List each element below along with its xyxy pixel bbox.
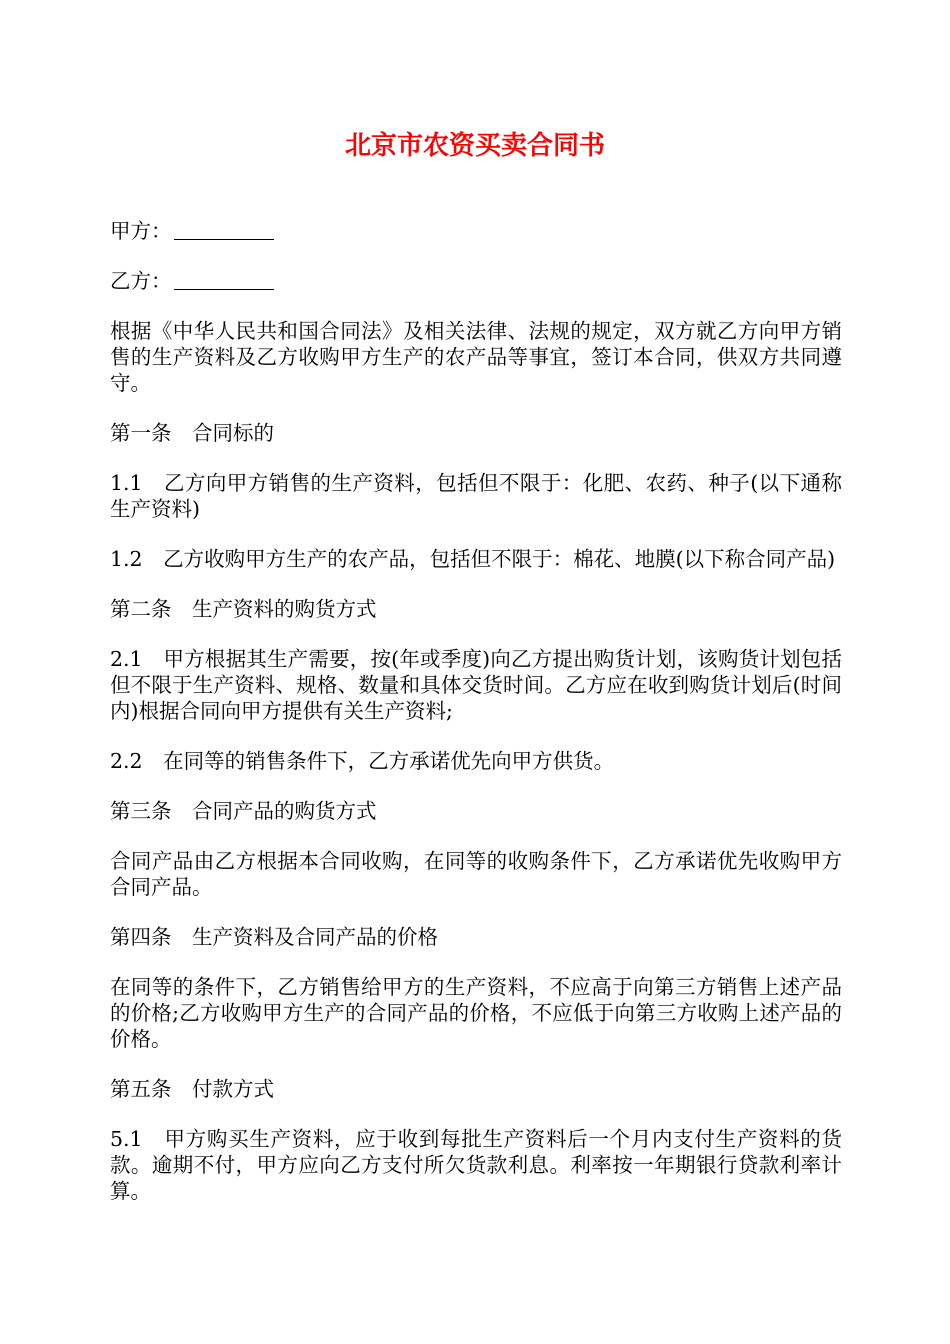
article-4-paragraph: 在同等的条件下，乙方销售给甲方的生产资料，不应高于向第三方销售上述产品的价格;乙方收购甲方生产的合同产品的价格，不应低于向第三方收购上述产品的价格。 — [110, 975, 842, 1051]
document-body — [110, 218, 842, 1204]
article-3-paragraph: 合同产品由乙方根据本合同收购，在同等的收购条件下，乙方承诺优先收购甲方合同产品。 — [110, 849, 842, 899]
article-4-heading: 第四条 生产资料及合同产品的价格 — [110, 925, 438, 949]
article-3-heading: 第三条 合同产品的购货方式 — [110, 799, 377, 823]
article-1-heading: 第一条 合同标的 — [110, 421, 274, 445]
party-b-label: 乙方： — [110, 269, 172, 293]
party-a-label: 甲方： — [110, 219, 172, 243]
clause-2-2: 2.2 在同等的销售条件下，乙方承诺优先向甲方供货。 — [110, 749, 615, 773]
clause-1-2: 1.2 乙方收购甲方生产的农产品，包括但不限于：棉花、地膜(以下称合同产品) — [110, 547, 836, 571]
article-5-heading: 第五条 付款方式 — [110, 1077, 274, 1101]
clause-5-1: 5.1 甲方购买生产资料，应于收到每批生产资料后一个月内支付生产资料的货款。逾期不付，甲方应向乙方支付所欠货款利息。利率按一年期银行贷款利率计算。 — [110, 1127, 842, 1203]
party-b-line — [110, 268, 842, 294]
party-a-line — [110, 218, 842, 244]
article-2-heading: 第二条 生产资料的购货方式 — [110, 597, 377, 621]
party-a-blank — [174, 221, 274, 240]
preamble-paragraph: 根据《中华人民共和国合同法》及相关法律、法规的规定，双方就乙方向甲方销售的生产资料及乙方收购甲方生产的农产品等事宜，签订本合同，供双方共同遵守。 — [110, 319, 842, 395]
clause-2-1: 2.1 甲方根据其生产需要，按(年或季度)向乙方提出购货计划，该购货计划包括但不限于生产资料、规格、数量和具体交货时间。乙方应在收到购货计划后(时间内)根据合同向甲方提供有关生产资料; — [110, 647, 842, 723]
clause-1-1: 1.1 乙方向甲方销售的生产资料，包括但不限于：化肥、农药、种子(以下通称生产资料) — [110, 471, 842, 521]
party-b-blank — [174, 271, 274, 290]
document-title: 北京市农资买卖合同书 — [344, 131, 605, 161]
